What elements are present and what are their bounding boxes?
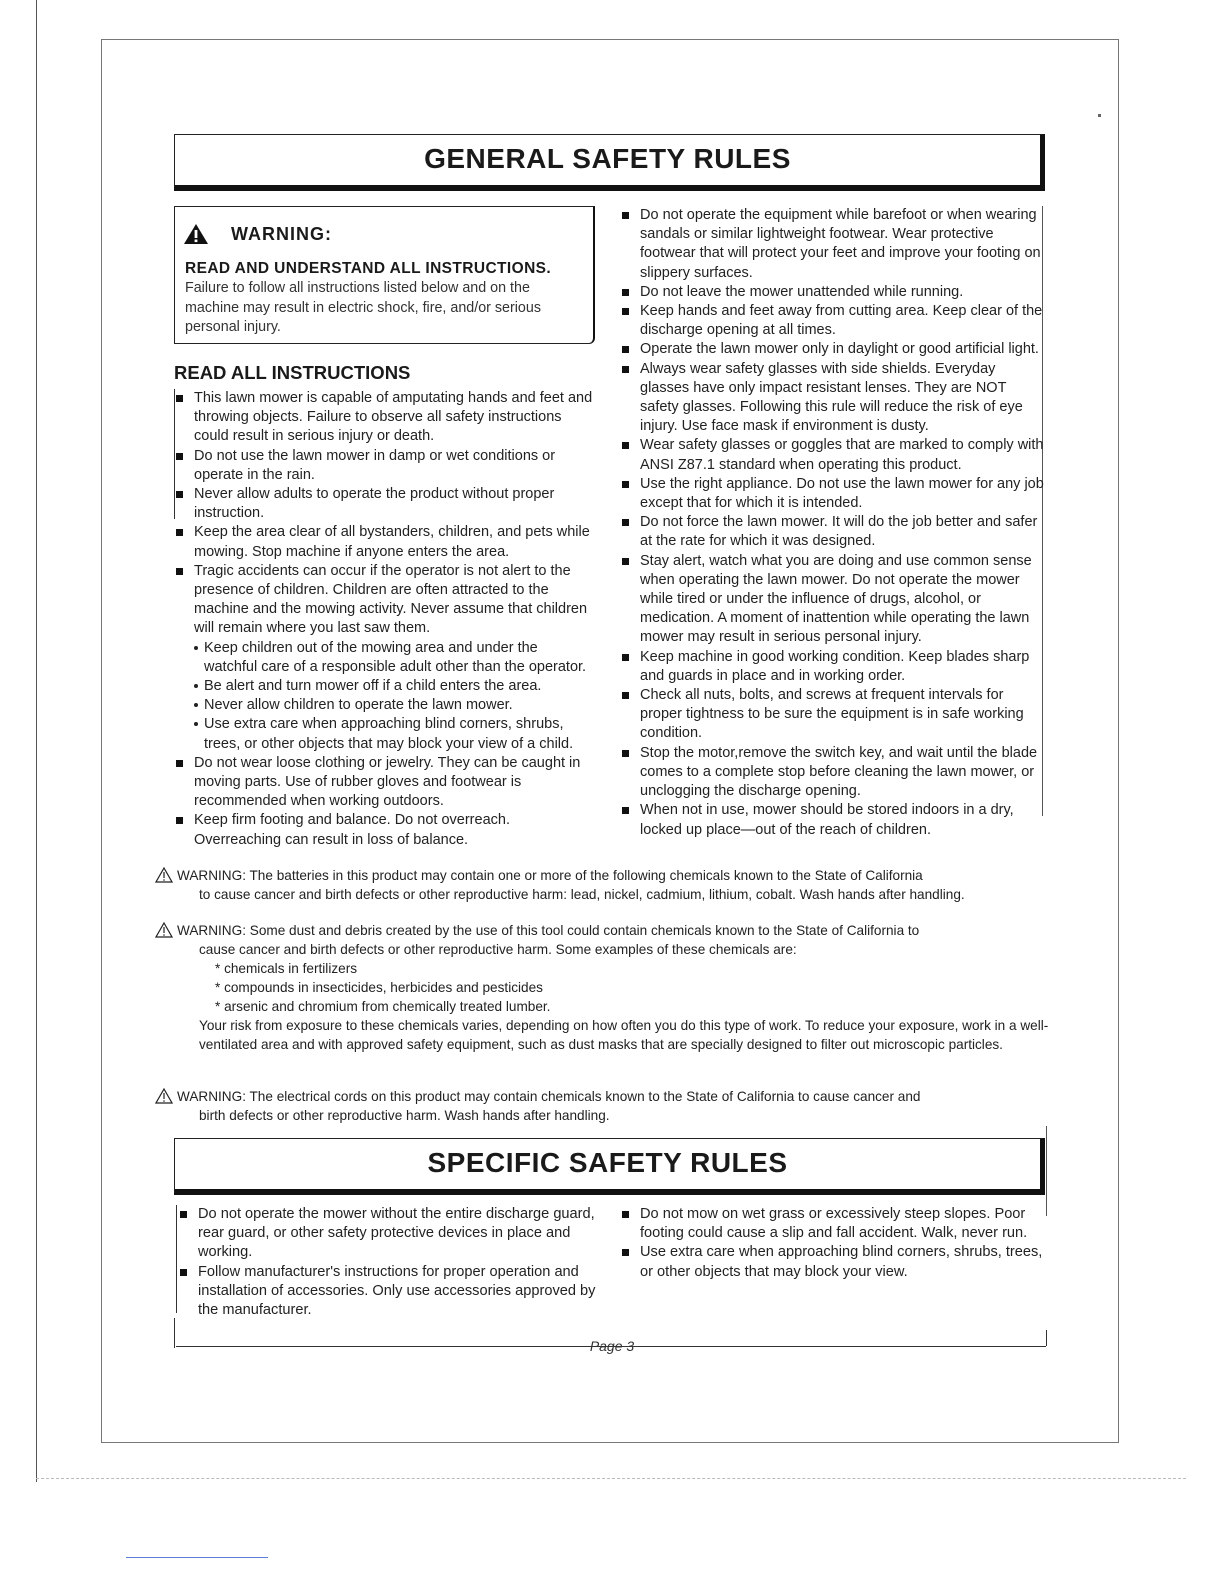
chemical-example: * arsenic and chromium from chemically treated lumber.	[215, 999, 551, 1014]
rule-item: Operate the lawn mower only in daylight or good artificial light.	[620, 340, 1045, 359]
rule-item: Use extra care when approaching blind corners, shrubs, trees, or other objects that may block your view.	[620, 1243, 1045, 1281]
rule-item: Do not use the lawn mower in damp or wet conditions or operate in the rain.	[174, 447, 594, 485]
child-subrule: Keep children out of the mowing area and under the watchful care of a responsible adult other than the operator.	[174, 639, 594, 677]
margin-rule	[1046, 1126, 1047, 1216]
rule-item: Tragic accidents can occur if the operator is not alert to the presence of children. Children are often attracted to the machine and the mowing activity. Never assume that children will remain where you last saw them.	[174, 562, 594, 639]
left-rules-column	[174, 389, 594, 850]
scan-edge-bottom	[36, 1478, 1186, 1479]
warning-triangle-icon	[183, 223, 209, 245]
warning-closing: Your risk from exposure to these chemicals varies, depending on how often you do this type of work. To reduce your exposure, work in a well-ventilated area and with approved safety equipment, such as dust masks that are specially designed to filter out microscopic particles.	[199, 1018, 1049, 1052]
rule-item: Do not operate the mower without the entire discharge guard, rear guard, or other safety protective devices in place and working.	[178, 1205, 598, 1263]
warning-text: cause cancer and birth defects or other reproductive harm. Some examples of these chemicals are:	[199, 942, 797, 957]
warning-subheading: READ AND UNDERSTAND ALL INSTRUCTIONS.	[185, 260, 552, 277]
specific-left-column	[178, 1205, 598, 1320]
rule-item: Stay alert, watch what you are doing and use common sense when operating the lawn mower. Do not operate the mower while tired or under the influence of drugs, alcohol, or medication. A moment of inattention while operating the lawn mower may result in serious personal injury.	[620, 552, 1045, 648]
warning-heading	[183, 223, 332, 245]
page-number: Page 3	[589, 1338, 635, 1354]
rule-item: Do not leave the mower unattended while running.	[620, 283, 1045, 302]
rule-item: This lawn mower is capable of amputating hands and feet and throwing objects. Failure to observe all safety instructions could result in serious injury or death.	[174, 389, 594, 447]
rule-item: When not in use, mower should be stored indoors in a dry, locked up place—out of the reach of children.	[620, 801, 1045, 839]
warning-outline-icon	[155, 1088, 173, 1104]
rule-item: Keep machine in good working condition. Keep blades sharp and guards in place and in working order.	[620, 648, 1045, 686]
warning-text: to cause cancer and birth defects or other reproductive harm: lead, nickel, cadmium, lithium, cobalt. Wash hands after handling.	[199, 887, 965, 902]
california-warning-cords	[155, 1087, 1085, 1125]
rule-item: Stop the motor,remove the switch key, and wait until the blade comes to a complete stop before cleaning the lawn mower, or unclogging the discharge opening.	[620, 744, 1045, 802]
warning-box	[174, 206, 595, 344]
warning-text: WARNING: The electrical cords on this product may contain chemicals known to the State of California to cause cancer and	[177, 1089, 921, 1104]
right-rules-column	[620, 206, 1045, 840]
child-subrule: Never allow children to operate the lawn mower.	[174, 696, 594, 715]
footer-rule	[1046, 1330, 1047, 1346]
rule-item: Wear safety glasses or goggles that are marked to comply with ANSI Z87.1 standard when operating this product.	[620, 436, 1045, 474]
rule-item: Keep hands and feet away from cutting area. Keep clear of the discharge opening at all times.	[620, 302, 1045, 340]
rule-item: Always wear safety glasses with side shields. Everyday glasses have only impact resistant lenses. They are NOT safety glasses. Following this rule will reduce the risk of eye injury. Use face mask if environment is dusty.	[620, 360, 1045, 437]
rule-item: Check all nuts, bolts, and screws at frequent intervals for proper tightness to be sure the equipment is in safe working condition.	[620, 686, 1045, 744]
warning-outline-icon	[155, 867, 173, 883]
child-subrule: Be alert and turn mower off if a child enters the area.	[174, 677, 594, 696]
scan-speck	[1098, 114, 1101, 117]
california-warning-batteries	[155, 866, 1085, 904]
scan-blue-line	[126, 1557, 268, 1558]
margin-rule	[176, 1205, 177, 1313]
rule-item: Keep firm footing and balance. Do not overreach. Overreaching can result in loss of balance.	[174, 811, 594, 849]
warning-text: WARNING: Some dust and debris created by the use of this tool could contain chemicals known to the State of California to	[177, 923, 920, 938]
rule-item: Do not wear loose clothing or jewelry. They can be caught in moving parts. Use of rubber gloves and footwear is recommended when working outdoors.	[174, 754, 594, 812]
rule-item: Follow manufacturer's instructions for proper operation and installation of accessories. Only use accessories approved by the manufacturer.	[178, 1263, 598, 1321]
general-safety-rules-title: GENERAL SAFETY RULES	[174, 134, 1045, 191]
warning-text: birth defects or other reproductive harm. Wash hands after handling.	[199, 1108, 610, 1123]
footer-rule	[174, 1318, 175, 1348]
warning-body: Failure to follow all instructions listed below and on the machine may result in electric shock, fire, and/or serious personal injury.	[185, 280, 541, 335]
rule-item: Do not mow on wet grass or excessively steep slopes. Poor footing could cause a slip and fall accident. Walk, never run.	[620, 1205, 1045, 1243]
chemical-example: * chemicals in fertilizers	[215, 961, 358, 976]
warning-heading-text: WARNING:	[231, 223, 332, 244]
rule-item: Do not operate the equipment while barefoot or when wearing sandals or similar lightweight footwear. Wear protective footwear that will protect your feet and improve your footing on slippery surfaces.	[620, 206, 1045, 283]
rule-item: Do not force the lawn mower. It will do the job better and safer at the rate for which it was designed.	[620, 513, 1045, 551]
california-warning-dust	[155, 921, 1085, 1054]
specific-right-column	[620, 1205, 1045, 1282]
rule-item: Keep the area clear of all bystanders, children, and pets while mowing. Stop machine if anyone enters the area.	[174, 523, 594, 561]
read-all-instructions-heading: READ ALL INSTRUCTIONS	[174, 362, 411, 383]
rule-item: Never allow adults to operate the product without proper instruction.	[174, 485, 594, 523]
chemical-example: * compounds in insecticides, herbicides and pesticides	[215, 980, 543, 995]
specific-safety-rules-title: SPECIFIC SAFETY RULES	[174, 1138, 1045, 1195]
warning-text: WARNING: The batteries in this product may contain one or more of the following chemicals known to the State of California	[177, 868, 923, 883]
warning-outline-icon	[155, 922, 173, 938]
child-subrule: Use extra care when approaching blind corners, shrubs, trees, or other objects that may block your view of a child.	[174, 715, 594, 753]
scan-edge-left	[36, 0, 37, 1482]
rule-item: Use the right appliance. Do not use the lawn mower for any job except that for which it is intended.	[620, 475, 1045, 513]
